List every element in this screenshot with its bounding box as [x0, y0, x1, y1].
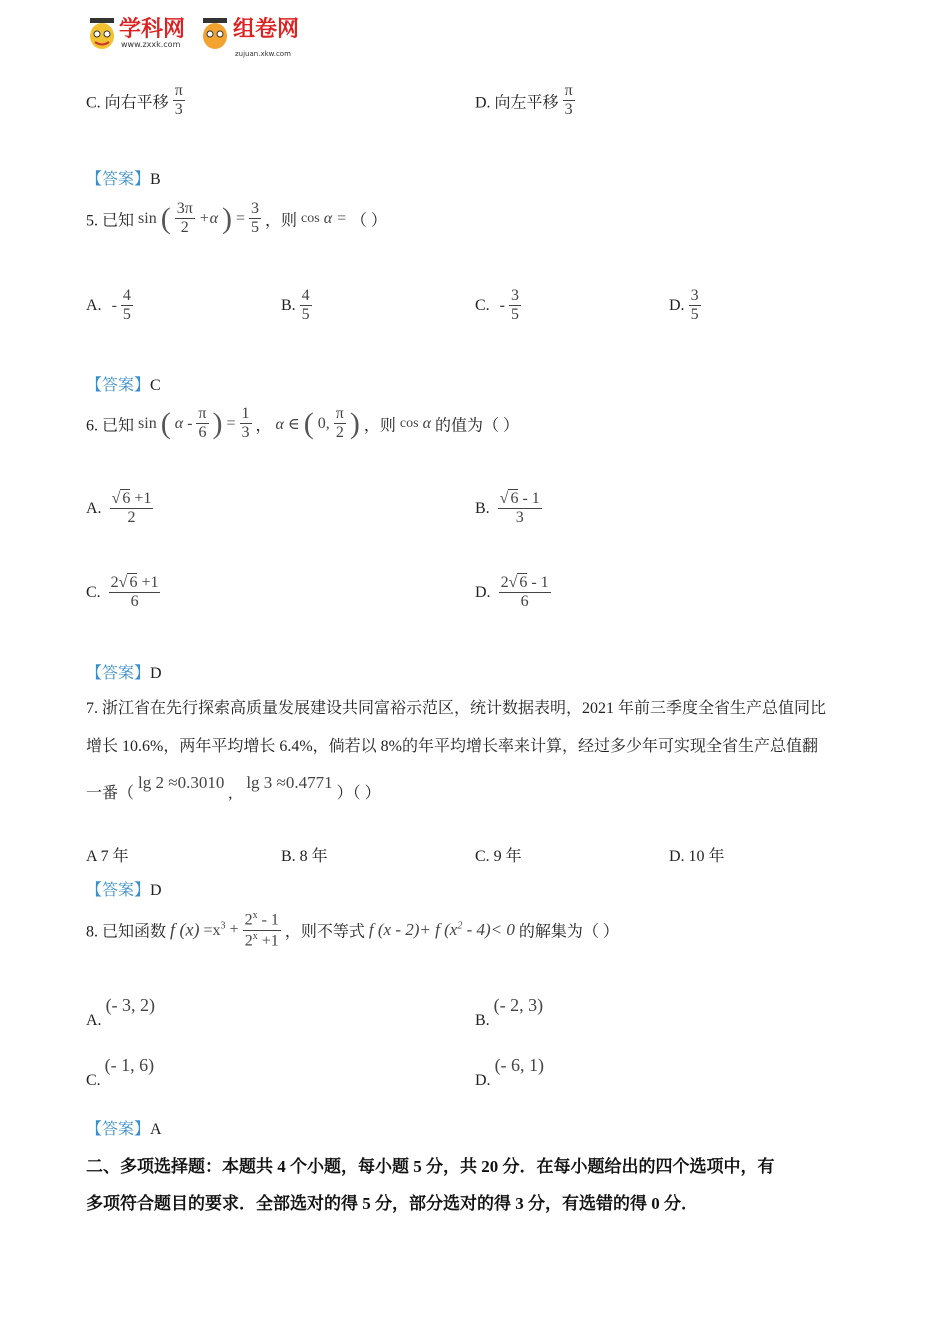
q8-option-a[interactable]: A. (- 3, 2): [86, 995, 156, 1029]
q5-option-b[interactable]: B. $\frac{4}{5}$: [281, 287, 310, 324]
q7-line3: 一番（ lg 2 ≈0.3010 , lg 3 ≈0.4771 ）（ ）: [86, 773, 381, 802]
q8-option-d[interactable]: D. (- 6, 1): [475, 1055, 545, 1089]
q7-line1: 7. 浙江省在先行探索高质量发展建设共同富裕示范区，统计数据表明，2021 年前三季度全省生产总值同比: [86, 700, 827, 717]
q7-option-d[interactable]: D. 10 年: [669, 848, 725, 865]
q8-stem: 8. 已知函数 f $(x) =x^3$ + $\frac{2^x - 1}{2^x +1}$ ，则不等式 f (x - 2)+ f $(x^2 - 4)< 0$ 的解集为（ ）: [86, 910, 619, 950]
logo-url1: www.zxxk.com: [121, 40, 181, 49]
q4-option-c[interactable]: C. 向右平移 $\frac{\pi}{3}$: [86, 82, 183, 119]
logo: [85, 12, 315, 58]
section2-line1: 二、多项选择题：本题共 4 个小题，每小题 5 分，共 20 分．在每小题给出的四个选项中，有: [86, 1157, 775, 1176]
q4-answer: 【答案】B: [86, 171, 161, 188]
q7-answer: 【答案】D: [86, 882, 162, 899]
q7-option-b[interactable]: B. 8 年: [281, 848, 328, 865]
zujuan-mascot-icon: [199, 14, 231, 52]
q6-option-b[interactable]: B. $\frac{√ 6 - 1}{3}$: [475, 490, 540, 527]
q5-option-c[interactable]: C. - $\frac{3}{5}$: [475, 287, 519, 324]
q8-option-b[interactable]: B. (- 2, 3): [475, 995, 544, 1029]
q5-option-a[interactable]: A. - $\frac{4}{5}$: [86, 287, 131, 324]
logo-url2: zujuan.xkw.com: [235, 50, 291, 58]
section2-line2: 多项符合题目的要求．全部选对的得 5 分，部分选对的得 3 分，有选错的得 0 分．: [86, 1194, 698, 1213]
q6-option-d[interactable]: D. $\frac{2√ 6 - 1}{6}$: [475, 574, 549, 611]
fraction: $\frac{\pi}{3}$: [564, 82, 573, 119]
logo-brand1: 学科网: [119, 17, 186, 42]
q7-option-c[interactable]: C. 9 年: [475, 848, 522, 865]
q7-line2: 增长 10.6%，两年平均增长 6.4%，倘若以 8%的年平均增长率来计算，经过多少年可实现全省生产总值翻: [86, 738, 818, 755]
q6-answer: 【答案】D: [86, 665, 162, 682]
q5-answer: 【答案】C: [86, 377, 161, 394]
q7-option-a[interactable]: A 7 年: [86, 848, 129, 865]
q4-option-d[interactable]: D. 向左平移 $\frac{\pi}{3}$: [475, 82, 573, 119]
q8-answer: 【答案】A: [86, 1121, 162, 1138]
q5-stem: 5. 已知 sin ( $\frac{3\pi}{2}$ +α ) = $\frac{3}{5}$ ，则 cos α = （ ）: [86, 200, 387, 237]
q6-stem: 6. 已知 sin ( α - $\frac{\pi}{6}$ ) = $\frac{1}{3}$ ， α ∈ ( 0, $\frac{\pi}{2}$ ) ，则 cos α 的值为（ ）: [86, 405, 519, 442]
logo-brand2: 组卷网: [233, 17, 300, 42]
q8-option-c[interactable]: C. (- 1, 6): [86, 1055, 155, 1089]
xueke-mascot-icon: [85, 14, 119, 52]
q5-option-d[interactable]: D. $\frac{3}{5}$: [669, 287, 699, 324]
q6-option-a[interactable]: A. $\frac{√ 6 +1}{2}$: [86, 490, 152, 527]
fraction: $\frac{\pi}{3}$: [174, 82, 183, 119]
q6-option-c[interactable]: C. $\frac{2√ 6 +1}{6}$: [86, 574, 159, 611]
